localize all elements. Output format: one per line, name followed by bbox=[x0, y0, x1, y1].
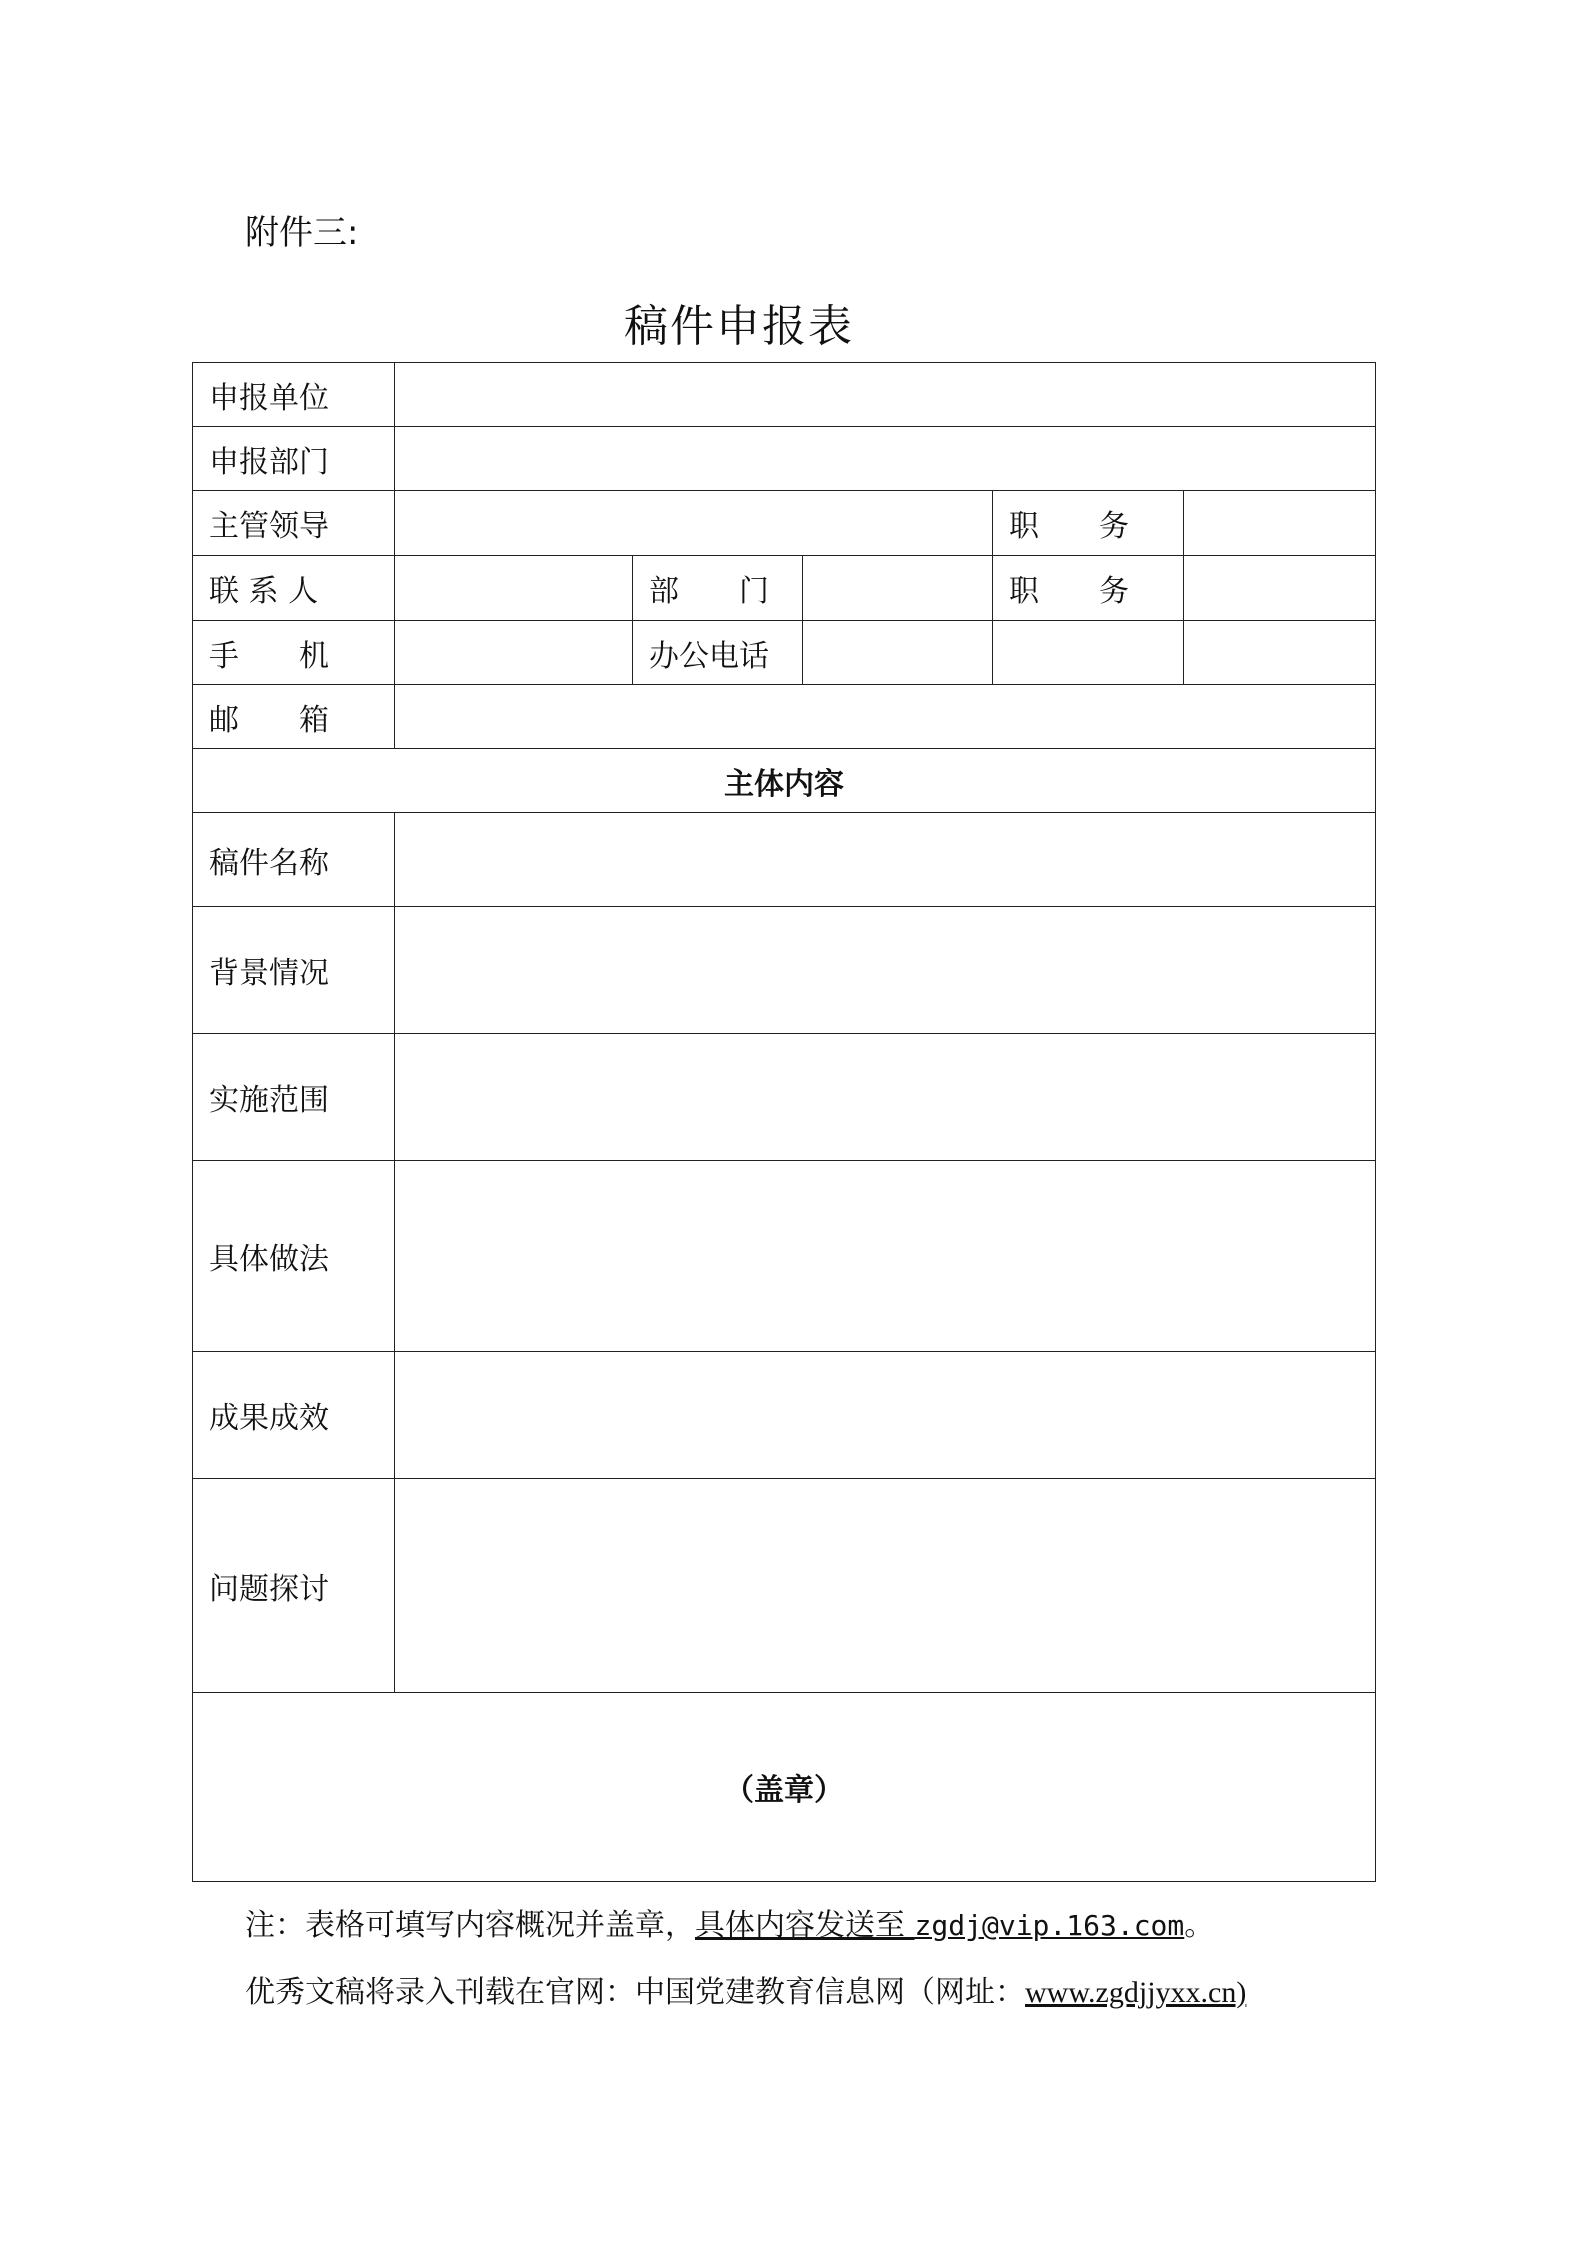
extra-field-2[interactable] bbox=[1184, 621, 1376, 685]
content-label-title: 稿件名称 bbox=[193, 813, 395, 907]
email-label: 邮 箱 bbox=[193, 685, 395, 749]
unit-field[interactable] bbox=[395, 363, 1376, 427]
content-row bbox=[193, 1479, 1376, 1693]
mobile-field[interactable] bbox=[395, 621, 633, 685]
leader-field[interactable] bbox=[395, 491, 993, 556]
seal-area[interactable] bbox=[193, 1693, 1376, 1882]
contact-dept-field[interactable] bbox=[803, 556, 993, 621]
content-field-scope[interactable] bbox=[395, 1034, 1376, 1161]
note-suffix: 。 bbox=[1184, 1908, 1215, 1943]
content-row bbox=[193, 813, 1376, 907]
note-prefix: 注：表格可填写内容概况并盖章， bbox=[245, 1908, 695, 1943]
office-phone-label: 办公电话 bbox=[633, 621, 803, 685]
row-contact bbox=[193, 556, 1376, 621]
unit-label: 申报单位 bbox=[193, 363, 395, 427]
content-field-methods[interactable] bbox=[395, 1161, 1376, 1352]
submission-email[interactable]: zgdj@vip.163.com bbox=[914, 1909, 1185, 1942]
content-label-results: 成果成效 bbox=[193, 1352, 395, 1479]
row-mobile bbox=[193, 621, 1376, 685]
dept-label: 申报部门 bbox=[193, 427, 395, 491]
seal-label: （盖章） bbox=[724, 1773, 845, 1808]
website-prefix: 优秀文稿将录入刊载在官网：中国党建教育信息网（网址： bbox=[245, 1975, 1025, 2010]
email-field[interactable] bbox=[395, 685, 1376, 749]
content-label-background: 背景情况 bbox=[193, 907, 395, 1034]
mobile-label: 手 机 bbox=[193, 621, 395, 685]
leader-position-field[interactable] bbox=[1184, 491, 1376, 556]
leader-label: 主管领导 bbox=[193, 491, 395, 556]
attachment-label: 附件三: bbox=[245, 213, 359, 253]
form-title: 稿件申报表 bbox=[624, 301, 854, 352]
content-label-issues: 问题探讨 bbox=[193, 1479, 395, 1693]
content-field-results[interactable] bbox=[395, 1352, 1376, 1479]
note-underlined: 具体内容发送至 bbox=[695, 1908, 915, 1943]
content-row bbox=[193, 1161, 1376, 1352]
content-row bbox=[193, 1352, 1376, 1479]
content-label-methods: 具体做法 bbox=[193, 1161, 395, 1352]
extra-field-1[interactable] bbox=[993, 621, 1184, 685]
row-seal bbox=[193, 1693, 1376, 1882]
row-unit bbox=[193, 363, 1376, 427]
contact-position-label: 职 务 bbox=[993, 556, 1184, 621]
content-field-title[interactable] bbox=[395, 813, 1376, 907]
report-form-table bbox=[192, 362, 1376, 1882]
content-field-issues[interactable] bbox=[395, 1479, 1376, 1693]
footer-note bbox=[245, 1900, 1214, 1944]
leader-position-label: 职 务 bbox=[993, 491, 1184, 556]
contact-field[interactable] bbox=[395, 556, 633, 621]
row-section bbox=[193, 749, 1376, 813]
section-title: 主体内容 bbox=[193, 749, 1376, 813]
content-field-background[interactable] bbox=[395, 907, 1376, 1034]
contact-label: 联 系 人 bbox=[193, 556, 395, 621]
content-row bbox=[193, 907, 1376, 1034]
content-row bbox=[193, 1034, 1376, 1161]
footer-website-line bbox=[245, 1967, 1246, 2011]
contact-dept-label: 部 门 bbox=[633, 556, 803, 621]
row-email bbox=[193, 685, 1376, 749]
website-link[interactable]: www.zgdjjyxx.cn) bbox=[1025, 1976, 1247, 2009]
contact-position-field[interactable] bbox=[1184, 556, 1376, 621]
row-leader bbox=[193, 491, 1376, 556]
content-label-scope: 实施范围 bbox=[193, 1034, 395, 1161]
office-phone-field[interactable] bbox=[803, 621, 993, 685]
row-dept bbox=[193, 427, 1376, 491]
dept-field[interactable] bbox=[395, 427, 1376, 491]
